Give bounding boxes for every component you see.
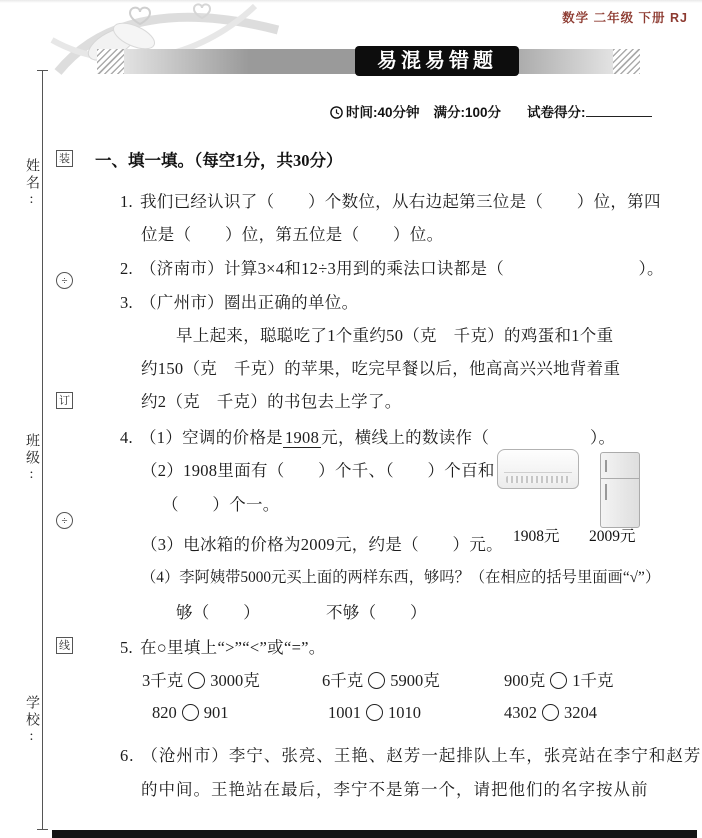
- comparison-item: [504, 703, 597, 723]
- question-5-number: 5.: [120, 638, 133, 657]
- meta-line: [330, 101, 652, 121]
- clock-icon: [330, 106, 343, 119]
- question-2-text: （济南市）计算3×4和12÷3用到的乘法口诀都是（ ）。: [139, 259, 664, 278]
- comparison-item: [322, 667, 440, 691]
- score-blank-line: [586, 104, 652, 117]
- banner-hatch-left: [97, 49, 124, 74]
- binding-line: [42, 70, 43, 830]
- question-5-row-2: [152, 703, 700, 727]
- answer-circle: [182, 704, 199, 721]
- question-1-text: 我们已经认识了（ ）个数位，从右边起第三位是（ ）位，第四: [139, 192, 661, 211]
- air-conditioner-vent: [506, 476, 570, 483]
- refrigerator-image: [600, 452, 640, 528]
- air-conditioner-image: [497, 449, 579, 489]
- comparison-left: 6千克: [322, 671, 364, 690]
- question-6-line-2: 的中间。王艳站在最后，李宁不是第一个，请把他们的名字按从前: [141, 780, 649, 799]
- question-2-number: 2.: [120, 259, 133, 278]
- title-banner: [97, 49, 640, 74]
- air-conditioner-price: 1908元: [513, 528, 560, 545]
- binding-ornament-icon: ÷: [56, 512, 73, 529]
- banner-hatch-right: [613, 49, 640, 74]
- answer-circle: [188, 672, 205, 689]
- question-3-line-1: 早上起来，聪聪吃了1个重约50（克 千克）的鸡蛋和1个重: [176, 326, 614, 345]
- name-label: 姓名:: [24, 158, 39, 210]
- binding-mark-ding: 订: [56, 392, 73, 409]
- question-5-row-1: [142, 667, 690, 691]
- comparison-left: 900克: [504, 671, 546, 690]
- question-3-line-3: 约2（克 千克）的书包去上学了。: [141, 392, 402, 411]
- question-4-number: 4.: [120, 428, 133, 447]
- question-4-sub-2-line-1: （2）1908里面有（ ）个千、（ ）个百和: [141, 461, 495, 480]
- refrigerator-door-line: [601, 478, 639, 479]
- question-1-line-2: 位是（ ）位，第五位是（ ）位。: [141, 225, 444, 244]
- section-heading: 一、填一填。（每空1分，共30分）: [95, 151, 343, 170]
- comparison-left: 3千克: [142, 671, 184, 690]
- comparison-item: [328, 703, 421, 723]
- answer-not-enough: 不够（ ）: [326, 603, 427, 622]
- question-1-number: 1.: [120, 192, 133, 211]
- comparison-right: 1010: [388, 703, 421, 722]
- page-title: 易混易错题: [355, 46, 519, 76]
- question-3-number: 3.: [120, 293, 133, 312]
- comparison-left: 4302: [504, 703, 537, 722]
- binding-mark-zhuang: 装: [56, 150, 73, 167]
- comparison-left: 820: [152, 703, 177, 722]
- question-4-sub-4: （4）李阿姨带5000元买上面的两样东西，够吗？（在相应的括号里面画“√”）: [141, 569, 661, 586]
- question-3-head-text: （广州市）圈出正确的单位。: [139, 293, 359, 312]
- question-2-line: [120, 255, 664, 279]
- air-conditioner-panel-line: [504, 472, 572, 473]
- question-6-line-1: [120, 742, 701, 766]
- class-label: 班级:: [24, 433, 39, 485]
- answer-enough: 够（ ）: [176, 603, 260, 622]
- comparison-right: 3204: [564, 703, 597, 722]
- time-label: 时间:40分钟: [346, 105, 420, 120]
- question-3-head: [120, 289, 358, 313]
- question-4-sub-3: （3）电冰箱的价格为2009元，约是（ ）元。: [141, 535, 503, 554]
- school-label: 学校:: [24, 695, 39, 747]
- binding-mark-xian: 线: [56, 637, 73, 654]
- comparison-left: 1001: [328, 703, 361, 722]
- question-4-sub-1-pre: （1）空调的价格是: [139, 428, 283, 447]
- comparison-item: [142, 667, 260, 691]
- binding-tick-top: [37, 70, 48, 71]
- subject-info: 数学 二年级 下册 RJ: [562, 11, 688, 25]
- question-5-head: [120, 634, 326, 658]
- answer-circle: [550, 672, 567, 689]
- binding-tick-bottom: [37, 829, 48, 830]
- scan-bottom-edge: [52, 830, 697, 838]
- comparison-right: 5900克: [390, 671, 440, 690]
- question-4-sub-1-post: 元，横线上的数读作（ ）。: [321, 428, 616, 447]
- question-4-sub-1: [120, 424, 615, 448]
- question-6-text: （沧州市）李宁、张亮、王艳、赵芳一起排队上车，张亮站在李宁和赵芳: [141, 746, 702, 765]
- answer-circle: [368, 672, 385, 689]
- refrigerator-price: 2009元: [589, 528, 636, 545]
- refrigerator-handle-top: [605, 460, 607, 472]
- score-label: 试卷得分:: [527, 105, 586, 120]
- answer-circle: [542, 704, 559, 721]
- comparison-item: [504, 667, 614, 691]
- comparison-right: 1千克: [572, 671, 614, 690]
- underlined-price: 1908: [284, 428, 320, 447]
- comparison-item: [152, 703, 229, 723]
- question-4-sub-2-line-2: （ ）个一。: [162, 495, 280, 514]
- refrigerator-handle-bottom: [605, 484, 607, 500]
- question-4-answer-options: [176, 599, 427, 623]
- comparison-right: 3000克: [210, 671, 260, 690]
- comparison-right: 901: [203, 703, 229, 722]
- full-score-label: 满分:100分: [433, 105, 502, 120]
- question-6-number: 6.: [120, 746, 135, 765]
- answer-circle: [366, 704, 383, 721]
- question-5-head-text: 在○里填上“>”“<”或“=”。: [139, 638, 326, 657]
- question-1-line-1: [120, 188, 661, 212]
- binding-ornament-icon: ÷: [56, 272, 73, 289]
- question-3-line-2: 约150（克 千克）的苹果，吃完早餐以后，他高高兴兴地背着重: [141, 359, 621, 378]
